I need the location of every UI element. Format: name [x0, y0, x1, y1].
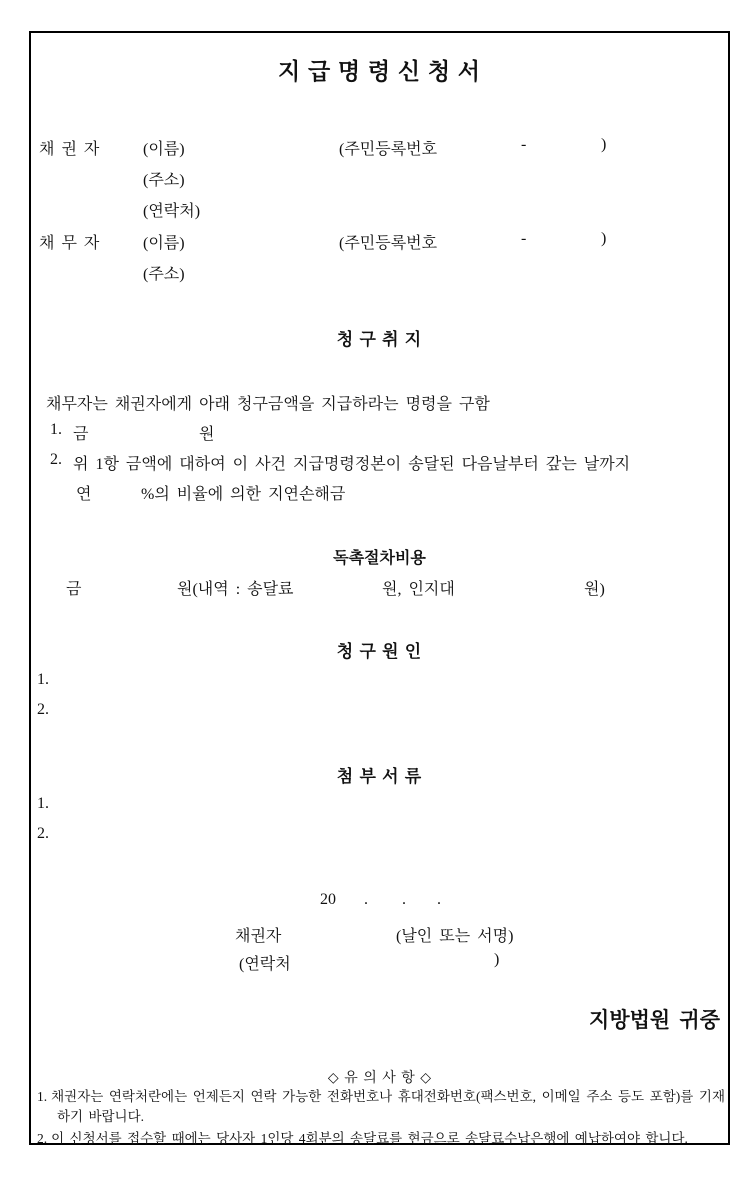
- creditor-contact-row: [31, 198, 728, 229]
- claim-item2-number: 2.: [50, 451, 62, 468]
- signer-contact-close: ): [494, 951, 500, 968]
- costs-detail-mid: 원, 인지대: [382, 581, 455, 598]
- costs-amount-label: 금: [66, 581, 82, 598]
- note-item-2: [37, 1129, 725, 1149]
- claim-cause-heading: 청 구 원 인: [336, 642, 423, 661]
- creditor-rrn-label: (주민등록번호: [339, 141, 438, 158]
- debtor-name-label: (이름): [143, 235, 185, 252]
- attachment-item-2: 2.: [37, 825, 49, 842]
- date-year-prefix: 20: [320, 891, 336, 908]
- date-dot-2: .: [402, 891, 406, 908]
- signer-contact-open: (연락처: [239, 956, 291, 973]
- signer-label: 채권자: [235, 928, 282, 945]
- attachment-item-1: 1.: [37, 795, 49, 812]
- debtor-address-row: [31, 261, 728, 292]
- costs-heading: 독촉절차비용: [333, 550, 426, 567]
- creditor-role-label: 채 권 자: [39, 141, 100, 158]
- court-address-line: 지방법원 귀중: [589, 1008, 720, 1032]
- creditor-rrn-close-paren: ): [601, 136, 607, 153]
- debtor-rrn-label: (주민등록번호: [339, 235, 438, 252]
- note-2-text: 이 신청서를 접수할 때에는 당사자 1인당 4회분의 송달료를 현금으로 송달료수납은행에 예납하여야 합니다.: [51, 1131, 688, 1146]
- interest-year-label: 연: [76, 486, 92, 503]
- debtor-role-label: 채 무 자: [39, 235, 100, 252]
- date-dot-1: .: [364, 891, 368, 908]
- creditor-name-row: [31, 136, 728, 167]
- creditor-address-label: (주소): [143, 172, 185, 189]
- attachments-heading: 첨 부 서 류: [336, 767, 423, 786]
- claim-cause-item-1: 1.: [37, 671, 49, 688]
- note-item-1: [37, 1087, 725, 1127]
- debtor-rrn-close-paren: ): [601, 230, 607, 247]
- claim-amount-label: 금: [73, 426, 89, 443]
- notes-heading: ◇ 유 의 사 항 ◇: [327, 1071, 432, 1086]
- note-2-number: 2.: [37, 1131, 48, 1146]
- debtor-rrn-dash: -: [521, 230, 527, 247]
- claim-amount-unit: 원: [199, 426, 215, 443]
- claim-purpose-heading: 청 구 취 지: [336, 330, 423, 349]
- claim-cause-item-2: 2.: [37, 701, 49, 718]
- claim-item1-number: 1.: [50, 421, 62, 438]
- costs-detail-open: 원(내역 : 송달료: [177, 581, 294, 598]
- creditor-rrn-dash: -: [521, 136, 527, 153]
- date-dot-3: .: [437, 891, 441, 908]
- debtor-name-row: [31, 230, 728, 261]
- creditor-address-row: [31, 167, 728, 198]
- claim-purpose-intro: 채무자는 채권자에게 아래 청구금액을 지급하라는 명령을 구함: [46, 396, 490, 413]
- document-page: [29, 31, 730, 1145]
- interest-rate-text: %의 비율에 의한 지연손해금: [141, 486, 346, 503]
- note-1-text: 채권자는 연락처란에는 언제든지 연락 가능한 전화번호나 휴대전화번호(팩스번호, 이메일 주소 등도 포함)를 기재하기 바랍니다.: [51, 1089, 725, 1124]
- creditor-name-label: (이름): [143, 141, 185, 158]
- claim-item2-text: 위 1항 금액에 대하여 이 사건 지급명령정본이 송달된 다음날부터 갚는 날까지: [73, 456, 631, 473]
- seal-or-signature-label: (날인 또는 서명): [396, 928, 514, 945]
- costs-detail-close: 원): [584, 581, 605, 598]
- debtor-address-label: (주소): [143, 266, 185, 283]
- document-title: 지 급 명 령 신 청 서: [277, 59, 482, 84]
- note-1-number: 1.: [37, 1089, 48, 1104]
- creditor-contact-label: (연락처): [143, 203, 201, 220]
